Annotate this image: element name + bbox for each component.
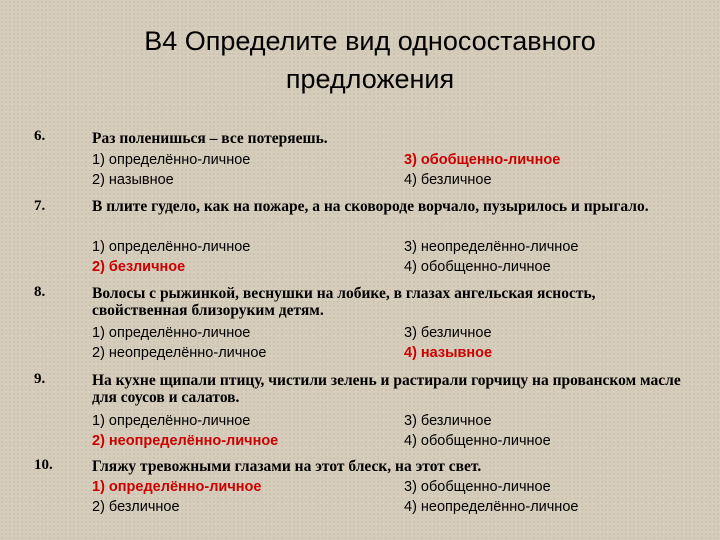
question-7-option-3: 3) неопределённо-личное [404, 239, 579, 255]
question-10-text: Гляжу тревожными глазами на этот блеск, на этот свет. [92, 458, 482, 475]
question-6-option-2: 2) назывное [92, 172, 174, 188]
question-10-option-1-correct: 1) определённо-личное [92, 479, 262, 495]
question-10-number: 10. [34, 457, 53, 473]
question-6-number: 6. [34, 128, 46, 144]
question-7-option-4: 4) обобщенно-личное [404, 259, 551, 275]
question-10-option-2: 2) безличное [92, 499, 180, 515]
question-9-option-2-correct: 2) неопределённо-личное [92, 433, 279, 449]
title-line-1: В4 Определите вид односоставного [144, 26, 596, 56]
question-9-text: На кухне щипали птицу, чистили зелень и растирали горчицу на прованском масле для соусов и салатов. [92, 372, 681, 406]
question-7-option-2-correct: 2) безличное [92, 259, 186, 275]
question-8-option-3: 3) безличное [404, 325, 492, 341]
title-line-2: предложения [285, 64, 455, 94]
slide-title [70, 22, 670, 98]
question-9-number: 9. [34, 371, 46, 387]
question-10-option-4: 4) неопределённо-личное [404, 499, 579, 515]
question-6-option-3-correct: 3) обобщенно-личное [404, 152, 561, 168]
question-8-option-2: 2) неопределённо-личное [92, 345, 267, 361]
question-8-text: Волосы с рыжинкой, веснушки на лобике, в глазах ангельская ясность, свойственная близоруким детям. [92, 285, 596, 319]
question-8-number: 8. [34, 284, 46, 300]
question-7-number: 7. [34, 198, 46, 214]
question-9-option-4: 4) обобщенно-личное [404, 433, 551, 449]
question-7-text: В плите гудело, как на пожаре, а на сковороде ворчало, пузырилось и прыгало. [92, 198, 649, 215]
question-6-option-1: 1) определённо-личное [92, 152, 251, 168]
question-9-option-1: 1) определённо-личное [92, 413, 251, 429]
question-8-option-1: 1) определённо-личное [92, 325, 251, 341]
question-9-option-3: 3) безличное [404, 413, 492, 429]
question-10-option-3: 3) обобщенно-личное [404, 479, 551, 495]
question-8-option-4-correct: 4) назывное [404, 345, 493, 361]
question-6-option-4: 4) безличное [404, 172, 492, 188]
question-6-text: Раз поленишься – все потеряешь. [92, 130, 328, 147]
question-7-option-1: 1) определённо-личное [92, 239, 251, 255]
